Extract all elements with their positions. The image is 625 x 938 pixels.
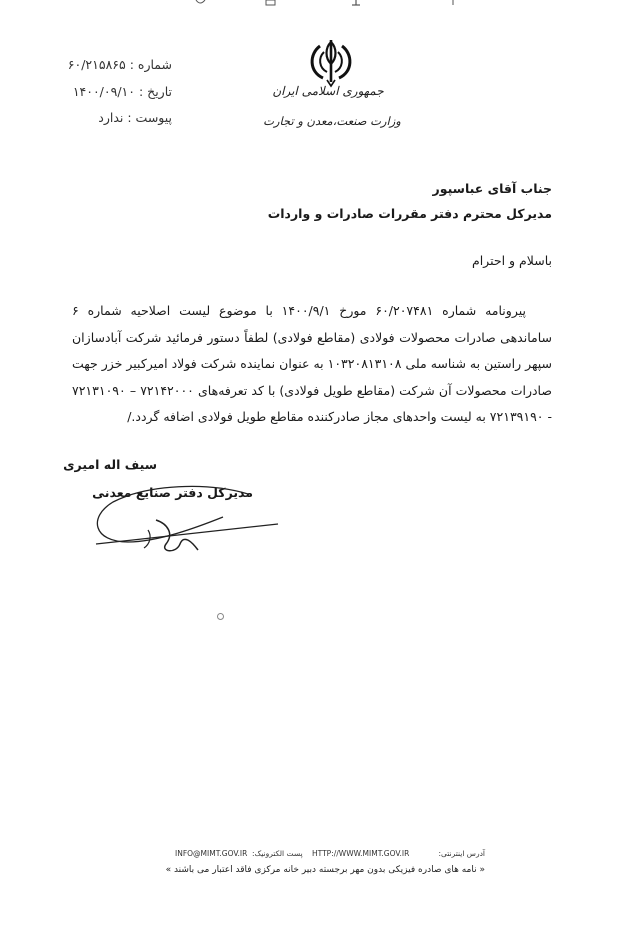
signer-name: سیف اله امیری <box>63 457 157 472</box>
letter-number: شماره : ۶۰/۲۱۵۸۶۵ <box>67 57 172 72</box>
letter-body <box>72 298 552 431</box>
footer-note: « نامه های صادره فیزیکی بدون مهر برجسته دبیر خانه مرکزی فاقد اعتبار می باشند » <box>165 865 485 875</box>
ministry-name: وزارت صنعت،معدن و تجارت <box>263 114 401 128</box>
scan-dot <box>217 613 224 620</box>
recipient-title: مدیرکل محترم دفتر مقررات صادرات و واردات <box>267 206 552 221</box>
letter-date: تاریخ : ۱۴۰۰/۰۹/۱۰ <box>72 84 172 99</box>
handwritten-signature <box>88 472 283 562</box>
iran-emblem-icon <box>303 38 359 90</box>
footer-web-label: آدرس اینترنتی: <box>438 849 485 858</box>
footer-email: INFO@MIMT.GOV.IR <box>175 849 248 858</box>
footer-contact <box>140 849 485 863</box>
scan-artifacts <box>0 0 625 10</box>
footer-website: HTTP://WWW.MIMT.GOV.IR <box>312 849 410 858</box>
signer-title: مدیرکل دفتر صنایع معدنی <box>92 485 253 500</box>
letter-attachment: پیوست : ندارد <box>98 110 172 125</box>
republic-name: جمهوری اسلامی ایران <box>272 84 384 98</box>
footer-email-label: پست الکترونیک: <box>252 849 303 858</box>
body-paragraph: پیرونامه شماره ۶۰/۲۰۷۴۸۱ مورخ ۱۴۰۰/۹/۱ با موضوع لیست اصلاحیه شماره ۶ ساماندهی صادرات محصولات فولادی (مقاطع فولادی) لطفاً دستور فرمائید شرکت آبادسازان سپهر راستین به شناسه ملی ۱۰۳۲۰۸۱۳۱۰۸ به عنوان نماینده شرکت فولاد امیرکبیر خزر جهت صادرات محصولات آن شرکت (مقاطع طویل فولادی) با کد تعرفه‌های ۷۲۱۴۲۰۰۰ – ۷۲۱۳۱۰۹۰ - ۷۲۱۳۹۱۹۰ به لیست واحدهای مجاز صادرکننده مقاطع طویل فولادی اضافه گردد./ <box>72 303 552 424</box>
recipient-name: جناب آقای عباسپور <box>432 181 552 196</box>
greeting: باسلام و احترام <box>471 253 552 268</box>
